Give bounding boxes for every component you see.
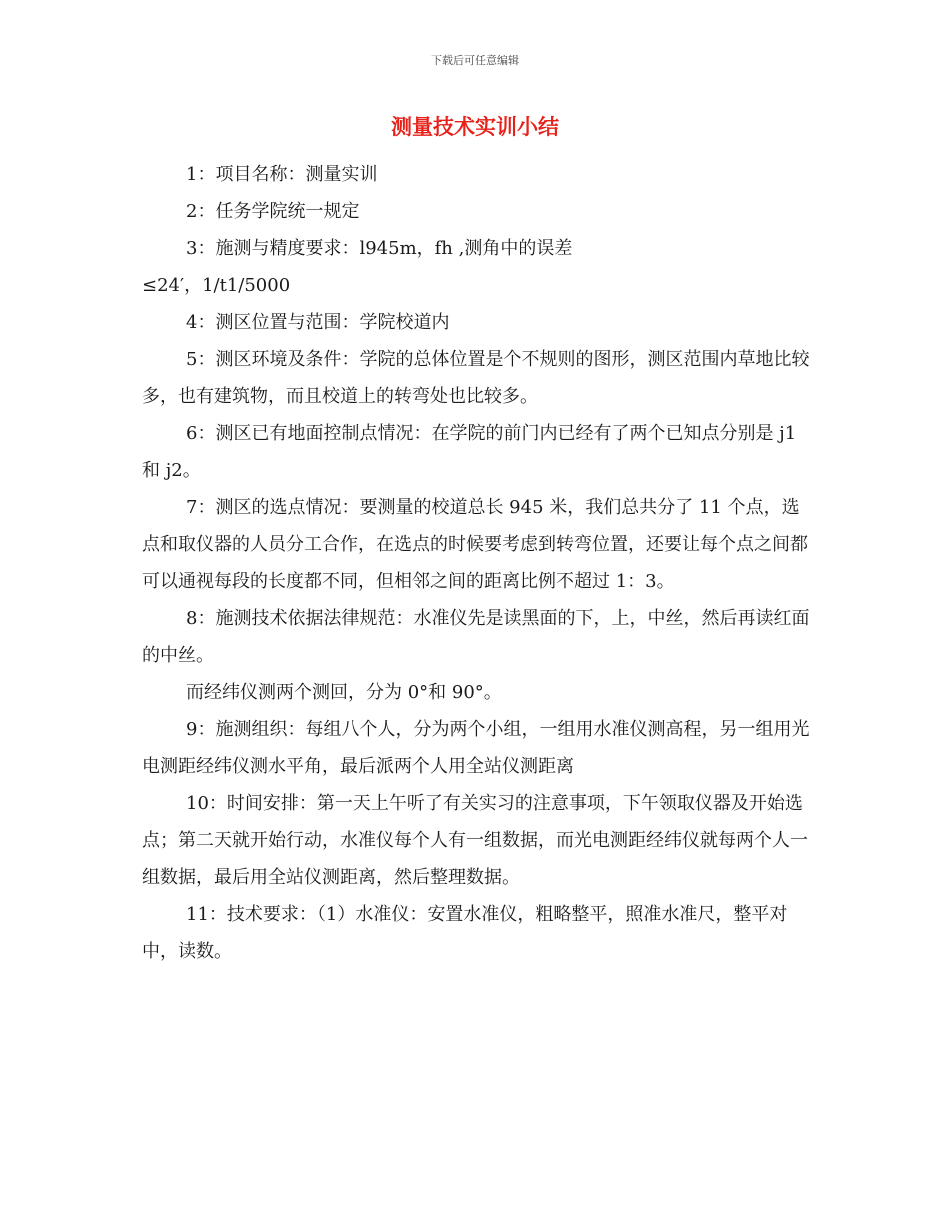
paragraph-3: 3：施测与精度要求：l945m，fh ,测角中的误差 — [186, 238, 573, 259]
paragraph-8: 8：施测技术依据法律规范：水准仪先是读黑面的下，上，中丝，然后再读红面的中丝。 — [142, 608, 810, 666]
document-body — [142, 156, 812, 970]
paragraph-5: 5：测区环境及条件：学院的总体位置是个不规则的图形，测区范围内草地比较多，也有建筑物，而且校道上的转弯处也比较多。 — [142, 349, 810, 407]
paragraph-9: 9：施测组织：每组八个人，分为两个小组，一组用水准仪测高程，另一组用光电测距经纬仪测水平角，最后派两个人用全站仪测距离 — [142, 719, 810, 777]
paragraph-10: 10：时间安排：第一天上午听了有关实习的注意事项，下午领取仪器及开始选点；第二天就开始行动，水准仪每个人有一组数据，而光电测距经纬仪就每两个人一组数据，最后用全站仪测距离，然后整理数据。 — [142, 793, 808, 888]
paragraph-11: 11：技术要求：（1）水准仪：安置水准仪，粗略整平，照准水准尺，整平对中，读数。 — [142, 904, 788, 962]
paragraph-4: 4：测区位置与范围：学院校道内 — [186, 312, 450, 333]
paragraph-3-continuation: ≤24′，1/t1/5000 — [142, 275, 291, 296]
document-title: 测量技术实训小结 — [391, 114, 559, 139]
paragraph-1: 1：项目名称：测量实训 — [186, 164, 378, 185]
page-header: 下载后可任意编辑 — [431, 54, 519, 67]
paragraph-7: 7：测区的选点情况：要测量的校道总长 945 米，我们总共分了 11 个点，选点和取仪器的人员分工合作，在选点的时候要考虑到转弯位置，还要让每个点之间都可以通视每段的长度都不同，但相邻之间的距离比例不超过 1：3。 — [142, 497, 808, 592]
paragraph-2: 2：任务学院统一规定 — [186, 201, 360, 222]
paragraph-8-note: 而经纬仪测两个测回，分为 0°和 90°。 — [186, 682, 502, 703]
paragraph-6: 6：测区已有地面控制点情况：在学院的前门内已经有了两个已知点分别是 j1 和 j2。 — [142, 423, 797, 481]
